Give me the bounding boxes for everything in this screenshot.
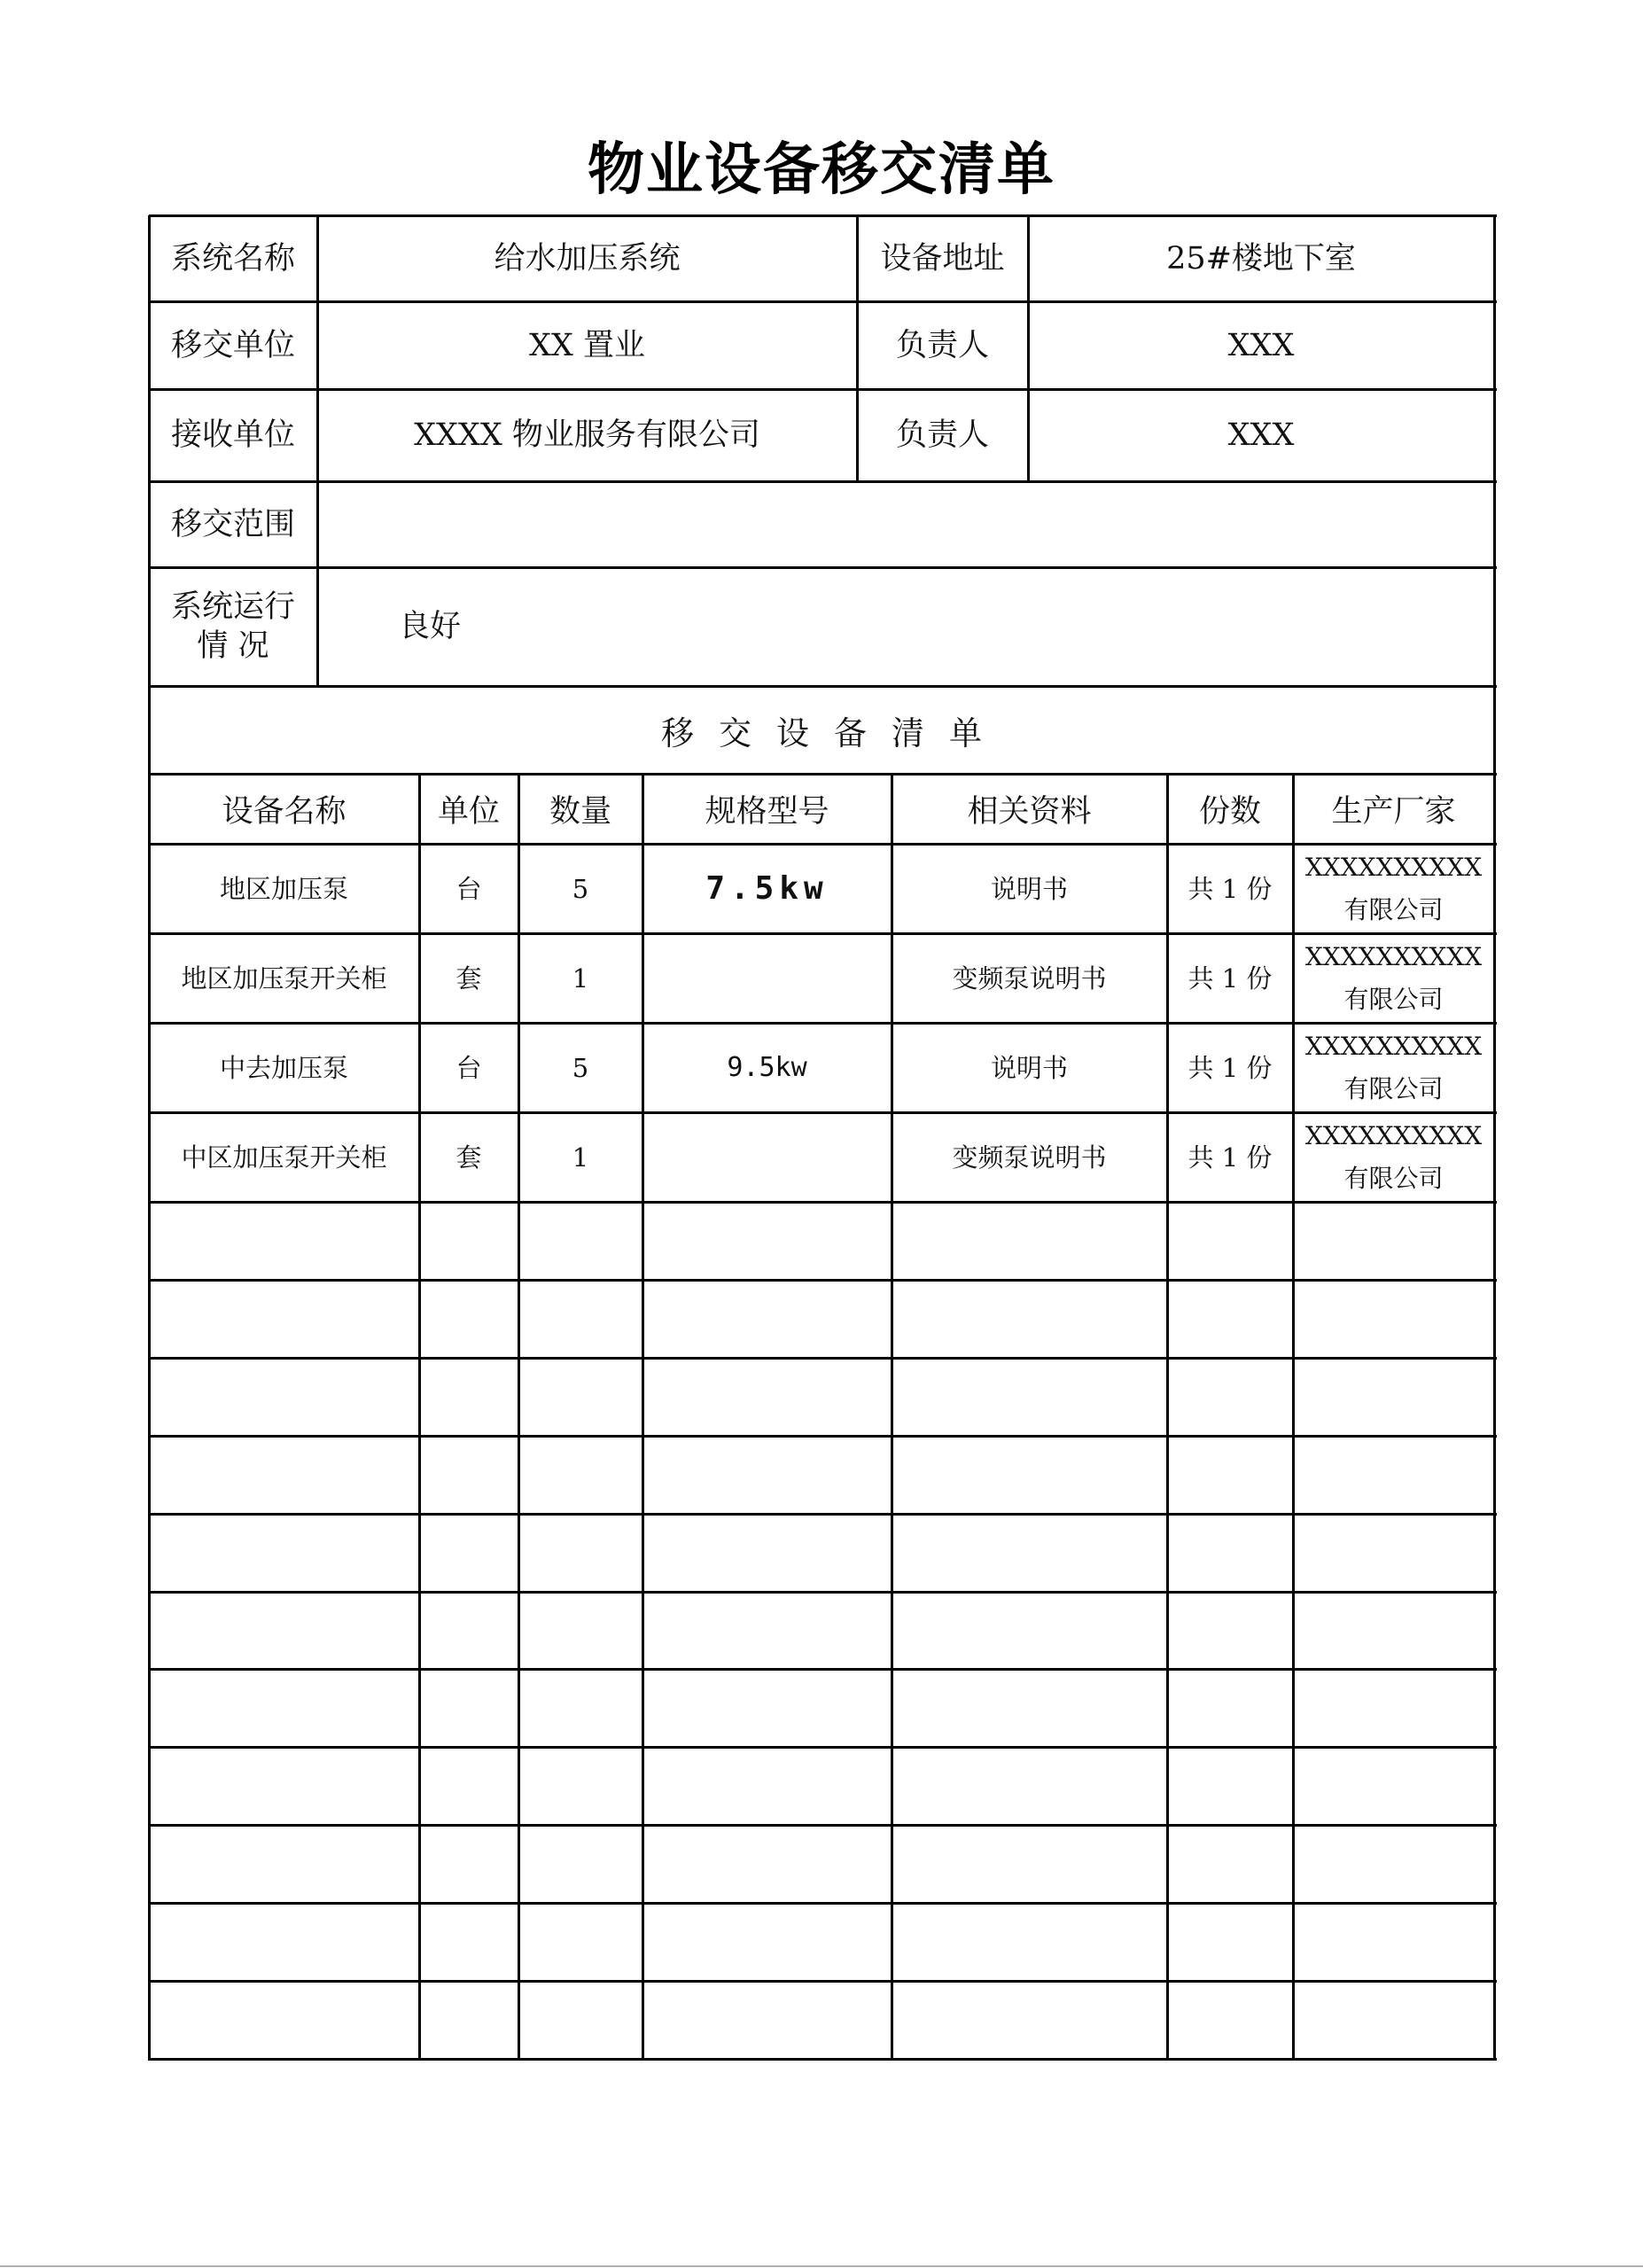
- empty-cell: [518, 1981, 642, 2059]
- equipment-unit: 台: [456, 1052, 482, 1083]
- empty-cell: [419, 1436, 518, 1514]
- grid-vline: [856, 215, 859, 483]
- grid-vline: [642, 774, 644, 2061]
- empty-cell: [518, 1825, 642, 1903]
- empty-cell: [642, 1903, 892, 1981]
- empty-cell: [149, 1592, 419, 1670]
- empty-cell: [1167, 1202, 1293, 1280]
- equipment-name: 地区加压泵开关柜: [181, 963, 387, 994]
- receiving-person-value: XXX: [1227, 417, 1295, 453]
- empty-cell: [1293, 1903, 1494, 1981]
- empty-cell: [149, 1903, 419, 1981]
- empty-cell: [518, 1202, 642, 1280]
- equipment-name: 地区加压泵: [219, 873, 348, 904]
- grid-hline: [149, 300, 1497, 303]
- status-label-line2: 情 况: [197, 628, 269, 664]
- grid-vline: [418, 774, 421, 2061]
- status-label: [149, 567, 317, 686]
- equipment-spec: [642, 1112, 892, 1202]
- empty-cell: [642, 1592, 892, 1670]
- empty-cell: [1293, 1202, 1494, 1280]
- empty-cell: [892, 1903, 1167, 1981]
- grid-hline: [149, 480, 1497, 483]
- column-header-spec: 规格型号: [705, 793, 829, 830]
- empty-cell: [1293, 1592, 1494, 1670]
- system-name-label: 系统名称: [170, 240, 295, 277]
- empty-cell: [149, 1280, 419, 1358]
- column-header-copies: 份数: [1198, 793, 1261, 830]
- grid-hline: [149, 388, 1497, 391]
- empty-cell: [1167, 1747, 1293, 1825]
- column-header-name: 设备名称: [222, 793, 347, 830]
- empty-cell: [1293, 1825, 1494, 1903]
- empty-cell: [518, 1280, 642, 1358]
- equipment-quantity: 5: [572, 873, 589, 904]
- empty-cell: [518, 1903, 642, 1981]
- equipment-quantity: 5: [572, 1052, 589, 1083]
- empty-cell: [518, 1592, 642, 1670]
- status-label-line1: 系统运行: [170, 589, 295, 625]
- grid-vline: [316, 215, 319, 688]
- equipment-section-heading: 移交设备清单: [661, 713, 1007, 752]
- empty-cell: [1167, 1903, 1293, 1981]
- grid-vline: [148, 215, 151, 2061]
- empty-cell: [419, 1514, 518, 1592]
- empty-cell: [642, 1280, 892, 1358]
- equipment-quantity: 1: [572, 1142, 589, 1173]
- empty-cell: [892, 1669, 1167, 1747]
- equipment-spec: 7.5kw: [705, 870, 829, 907]
- equipment-docs: 说明书: [990, 873, 1068, 904]
- empty-cell: [642, 1747, 892, 1825]
- empty-cell: [892, 1280, 1167, 1358]
- equipment-copies: 共 1 份: [1187, 873, 1273, 904]
- scope-value: [317, 481, 1494, 567]
- empty-cell: [1293, 1280, 1494, 1358]
- receiving-person-label: 负责人: [895, 417, 989, 453]
- empty-cell: [642, 1358, 892, 1436]
- equipment-unit: 台: [456, 873, 482, 904]
- grid-hline: [149, 214, 1497, 217]
- address-value: 25#楼地下室: [1166, 240, 1356, 277]
- empty-cell: [1167, 1825, 1293, 1903]
- equipment-manufacturer: XXXXXXXXXX 有限公司: [1304, 852, 1483, 924]
- grid-hline: [149, 566, 1497, 569]
- empty-cell: [518, 1358, 642, 1436]
- grid-vline: [1027, 215, 1030, 483]
- empty-cell: [149, 1514, 419, 1592]
- equipment-spec: [642, 933, 892, 1023]
- empty-cell: [892, 1747, 1167, 1825]
- empty-cell: [1167, 1358, 1293, 1436]
- equipment-manufacturer: XXXXXXXXXX 有限公司: [1304, 941, 1483, 1014]
- column-header-docs: 相关资料: [967, 793, 1092, 830]
- empty-cell: [518, 1436, 642, 1514]
- handover-person-label: 负责人: [895, 327, 989, 363]
- empty-cell: [892, 1202, 1167, 1280]
- empty-cell: [149, 1981, 419, 2059]
- grid-vline: [1493, 215, 1496, 2061]
- column-header-unit: 单位: [437, 793, 500, 830]
- equipment-manufacturer: XXXXXXXXXX 有限公司: [1304, 1120, 1483, 1193]
- empty-cell: [149, 1825, 419, 1903]
- equipment-docs: 变频泵说明书: [952, 1142, 1107, 1173]
- equipment-name: 中去加压泵: [219, 1052, 348, 1083]
- equipment-docs: 说明书: [990, 1052, 1068, 1083]
- empty-cell: [419, 1280, 518, 1358]
- empty-cell: [149, 1669, 419, 1747]
- empty-cell: [642, 1202, 892, 1280]
- empty-cell: [149, 1747, 419, 1825]
- empty-cell: [518, 1747, 642, 1825]
- empty-cell: [642, 1436, 892, 1514]
- scope-label: 移交范围: [170, 506, 295, 542]
- empty-cell: [1167, 1280, 1293, 1358]
- empty-cell: [1293, 1358, 1494, 1436]
- handover-unit-label: 移交单位: [170, 327, 295, 363]
- empty-cell: [1167, 1514, 1293, 1592]
- empty-cell: [642, 1514, 892, 1592]
- empty-cell: [892, 1514, 1167, 1592]
- empty-cell: [419, 1903, 518, 1981]
- empty-cell: [419, 1825, 518, 1903]
- equipment-unit: 套: [456, 1142, 482, 1173]
- grid-vline: [1292, 774, 1295, 2061]
- equipment-spec: 9.5kw: [727, 1052, 807, 1083]
- empty-cell: [419, 1202, 518, 1280]
- empty-cell: [419, 1747, 518, 1825]
- equipment-manufacturer: XXXXXXXXXX 有限公司: [1304, 1031, 1483, 1103]
- equipment-copies: 共 1 份: [1187, 1052, 1273, 1083]
- empty-cell: [1167, 1436, 1293, 1514]
- grid-vline: [891, 774, 893, 2061]
- status-value: 良好: [399, 609, 462, 644]
- empty-cell: [892, 1825, 1167, 1903]
- grid-vline: [518, 774, 520, 2061]
- empty-cell: [1293, 1514, 1494, 1592]
- column-header-quantity: 数量: [549, 793, 611, 830]
- empty-cell: [419, 1981, 518, 2059]
- handover-unit-value: XX 置业: [529, 327, 645, 363]
- empty-cell: [1293, 1436, 1494, 1514]
- empty-cell: [1167, 1981, 1293, 2059]
- empty-cell: [642, 1825, 892, 1903]
- document-title: 物业设备移交清单: [588, 137, 1055, 203]
- empty-cell: [892, 1358, 1167, 1436]
- empty-cell: [892, 1592, 1167, 1670]
- equipment-copies: 共 1 份: [1187, 1142, 1273, 1173]
- receiving-unit-value: XXXX 物业服务有限公司: [414, 417, 760, 453]
- empty-cell: [419, 1592, 518, 1670]
- empty-cell: [642, 1981, 892, 2059]
- empty-cell: [419, 1358, 518, 1436]
- empty-cell: [1167, 1669, 1293, 1747]
- empty-cell: [149, 1358, 419, 1436]
- system-name-value: 给水加压系统: [494, 240, 681, 277]
- equipment-quantity: 1: [572, 963, 589, 994]
- grid-vline: [1166, 774, 1169, 2061]
- empty-cell: [1293, 1669, 1494, 1747]
- empty-cell: [518, 1669, 642, 1747]
- column-header-manufacturer: 生产厂家: [1331, 793, 1456, 830]
- empty-cell: [642, 1669, 892, 1747]
- empty-cell: [149, 1436, 419, 1514]
- equipment-copies: 共 1 份: [1187, 963, 1273, 994]
- page-edge-divider: [0, 2265, 1643, 2267]
- equipment-name: 中区加压泵开关柜: [181, 1142, 387, 1173]
- empty-cell: [149, 1202, 419, 1280]
- equipment-docs: 变频泵说明书: [952, 963, 1107, 994]
- handover-person-value: XXX: [1227, 327, 1295, 363]
- receiving-unit-label: 接收单位: [170, 417, 295, 453]
- address-label: 设备地址: [880, 240, 1005, 277]
- equipment-unit: 套: [456, 963, 482, 994]
- empty-cell: [892, 1981, 1167, 2059]
- empty-cell: [892, 1436, 1167, 1514]
- grid-hline: [149, 685, 1497, 688]
- empty-cell: [1293, 1981, 1494, 2059]
- empty-cell: [518, 1514, 642, 1592]
- empty-cell: [419, 1669, 518, 1747]
- empty-cell: [1293, 1747, 1494, 1825]
- empty-cell: [1167, 1592, 1293, 1670]
